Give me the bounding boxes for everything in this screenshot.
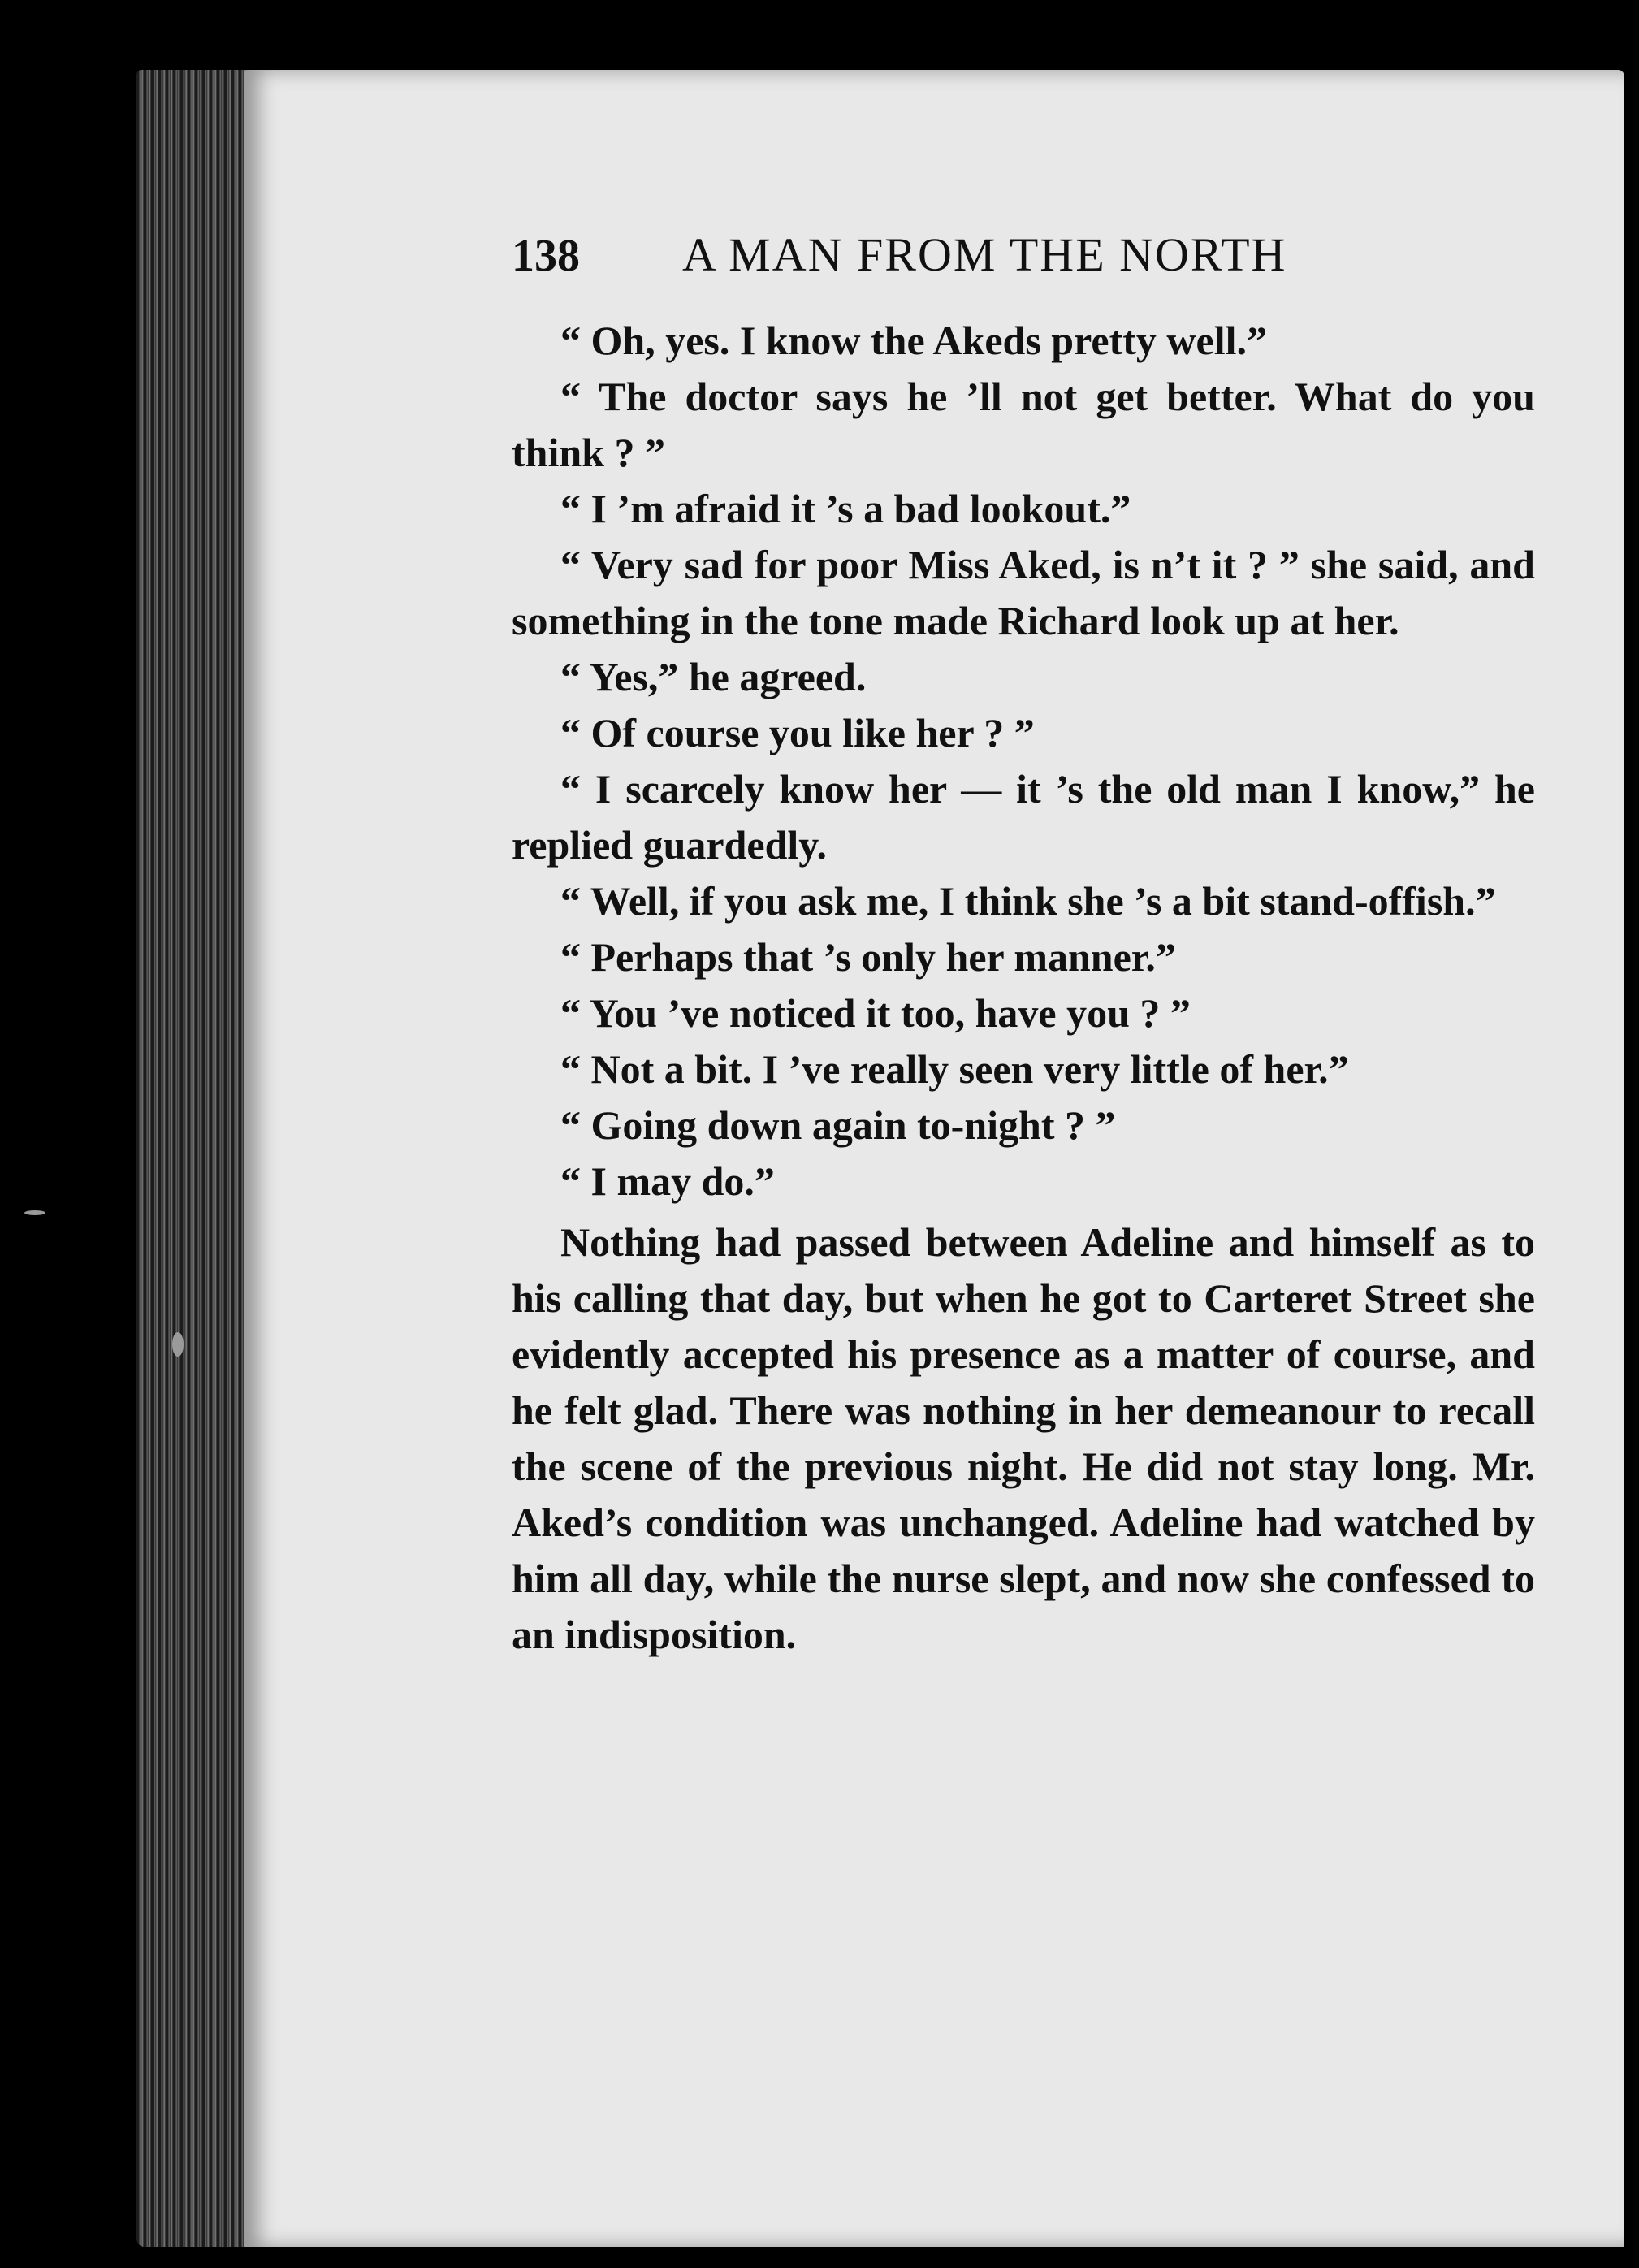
- page-header: [512, 227, 1535, 282]
- paragraph: “ Not a bit. I ’ve really seen very little of her.”: [560, 1046, 1349, 1092]
- paragraph: “ Very sad for poor Miss Aked, is n’t it ? ” she said, and something in the tone made Richard look up at her.: [512, 542, 1535, 643]
- page-number: 138: [512, 231, 580, 281]
- paragraph: “ Of course you like her ? ”: [560, 710, 1035, 755]
- paragraph: “ The doctor says he ’ll not get better. What do you think ? ”: [512, 374, 1535, 475]
- paragraph: “ I may do.”: [560, 1158, 775, 1204]
- scan-speck: [172, 1332, 184, 1357]
- paragraph: Nothing had passed between Adeline and himself as to his calling that day, but when he got to Carteret Street she evidently accepted his presence as a matter of course, and he felt glad. There was nothing in her demeanour to recall the scene of the previous night. He did not stay long. Mr. Aked’s condition was unchanged. Adeline had watched by him all day, while the nurse slept, and now she confessed to an indisposition.: [512, 1219, 1535, 1657]
- paragraph: “ I scarcely know her — it ’s the old man I know,” he replied guardedly.: [512, 766, 1535, 868]
- paragraph: “ Going down again to-night ? ”: [560, 1102, 1116, 1148]
- paragraph: “ Perhaps that ’s only her manner.”: [560, 934, 1176, 980]
- paragraph: “ I ’m afraid it ’s a bad lookout.”: [560, 486, 1131, 531]
- paragraph: “ Well, if you ask me, I think she ’s a bit stand-offish.”: [560, 878, 1496, 924]
- paragraph: “ Oh, yes. I know the Akeds pretty well.”: [560, 318, 1267, 363]
- running-title: A MAN FROM THE NORTH: [682, 228, 1287, 281]
- body-text: [512, 313, 1535, 1663]
- paragraph: “ You ’ve noticed it too, have you ? ”: [560, 990, 1191, 1036]
- scan-speck: [24, 1210, 45, 1215]
- paragraph: “ Yes,” he agreed.: [560, 654, 867, 699]
